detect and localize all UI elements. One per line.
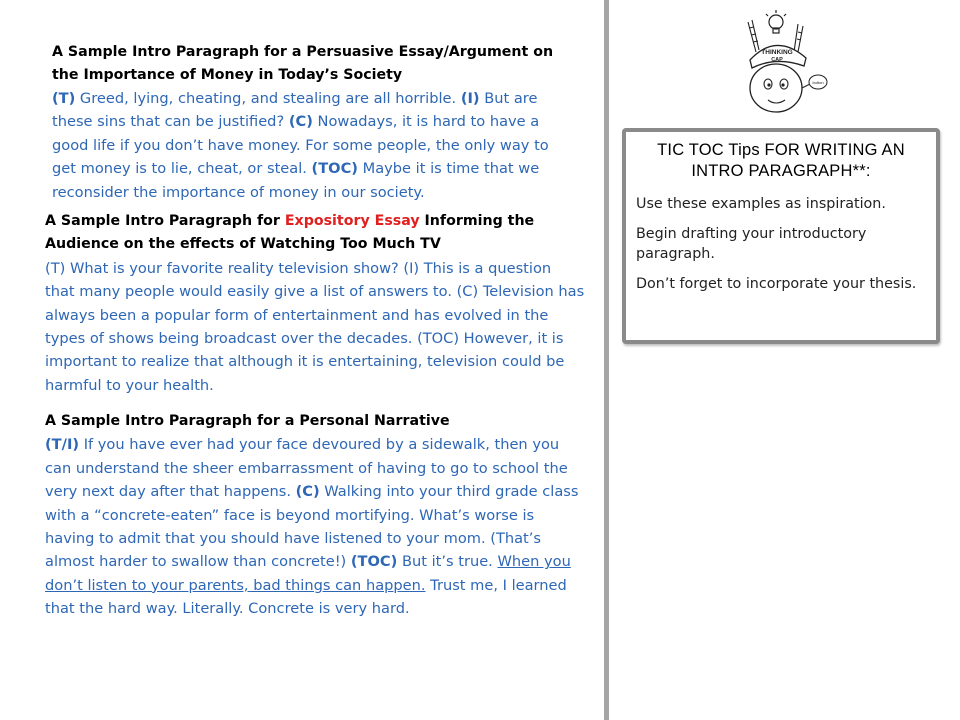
expository-heading [45, 210, 585, 257]
toc-text-post: Trust me, I learned that the hard way. Literally. Concrete is very hard. [45, 576, 567, 618]
toc-label: (TOC) [311, 160, 358, 178]
button-label: button [812, 80, 824, 85]
toc-text-pre: But it’s true. [397, 553, 498, 571]
interest-label: (I) [460, 90, 480, 107]
tips-title: TIC TOC Tips FOR WRITING AN INTRO PARAGRAPH**: [657, 141, 905, 180]
tips-box [622, 128, 940, 344]
lightbulb-icon [766, 10, 786, 33]
expository-body: (T) What is your favorite reality television show? (I) This is a question that many people would easily give a list of answers to. (C) Television has always been a popular form of entertainment and has evolved in the types of shows being broadcast over the decades. (TOC) However, it is important to realize that although it is entertaining, television could be harmful to your health. [45, 259, 585, 394]
narrative-heading: A Sample Intro Paragraph for a Personal Narrative [45, 413, 450, 429]
expository-example [45, 210, 585, 397]
expository-heading-pre: A Sample Intro Paragraph for [45, 213, 285, 229]
persuasive-heading-line2: the Importance of Money in Today’s Society [52, 67, 403, 83]
column-divider [604, 0, 609, 720]
interest-text: But are these sins that can be justified? [52, 90, 538, 131]
expository-heading-post: Informing the Audience on the effects of Watching Too Much TV [45, 213, 535, 253]
topic-label: (T) [52, 90, 76, 107]
tip-item: Begin drafting your introductory paragraph. [636, 226, 867, 262]
thesis-statement: When you don’t listen to your parents, bad things can happen. [45, 553, 571, 594]
tip-item: Use these examples as inspiration. [636, 196, 886, 212]
toc-label: (TOC) [350, 553, 398, 571]
persuasive-example [52, 41, 572, 204]
topic-interest-label: (T/I) [45, 436, 80, 454]
context-text: Walking into your third grade class with a “concrete-eaten” face is beyond mortifying. What’s worse is having to admit that you should have listened to your mom. (That’s almost harder to swallow than concrete!) [45, 483, 579, 571]
context-label: (C) [288, 113, 313, 131]
narrative-body [45, 433, 585, 620]
toc-text: Maybe it is time that we reconsider the importance of money in our society. [52, 160, 540, 201]
cap-label-2: CAP [771, 57, 783, 63]
tip-item: Don’t forget to incorporate your thesis. [636, 276, 917, 292]
persuasive-body [52, 87, 572, 204]
expository-heading-highlight: Expository Essay [284, 213, 420, 229]
context-label: (C) [295, 483, 320, 501]
persuasive-heading [52, 41, 572, 87]
narrative-example [45, 410, 585, 621]
topic-interest-text: If you have ever had your face devoured by a sidewalk, then you can understand the sheer embarrassment of having to go to school the very next day after that happens. [45, 436, 568, 501]
context-text: Nowadays, it is hard to have a good life if you don’t have money. For some people, the only way to get money is to lie, cheat, or steal. [52, 113, 549, 178]
thinking-cap-illustration [728, 8, 828, 118]
topic-text: Greed, lying, cheating, and stealing are all horrible. [75, 90, 461, 107]
persuasive-heading-line1: A Sample Intro Paragraph for a Persuasive Essay/Argument on [52, 44, 554, 60]
cap-label-1: THINKING [761, 49, 793, 56]
